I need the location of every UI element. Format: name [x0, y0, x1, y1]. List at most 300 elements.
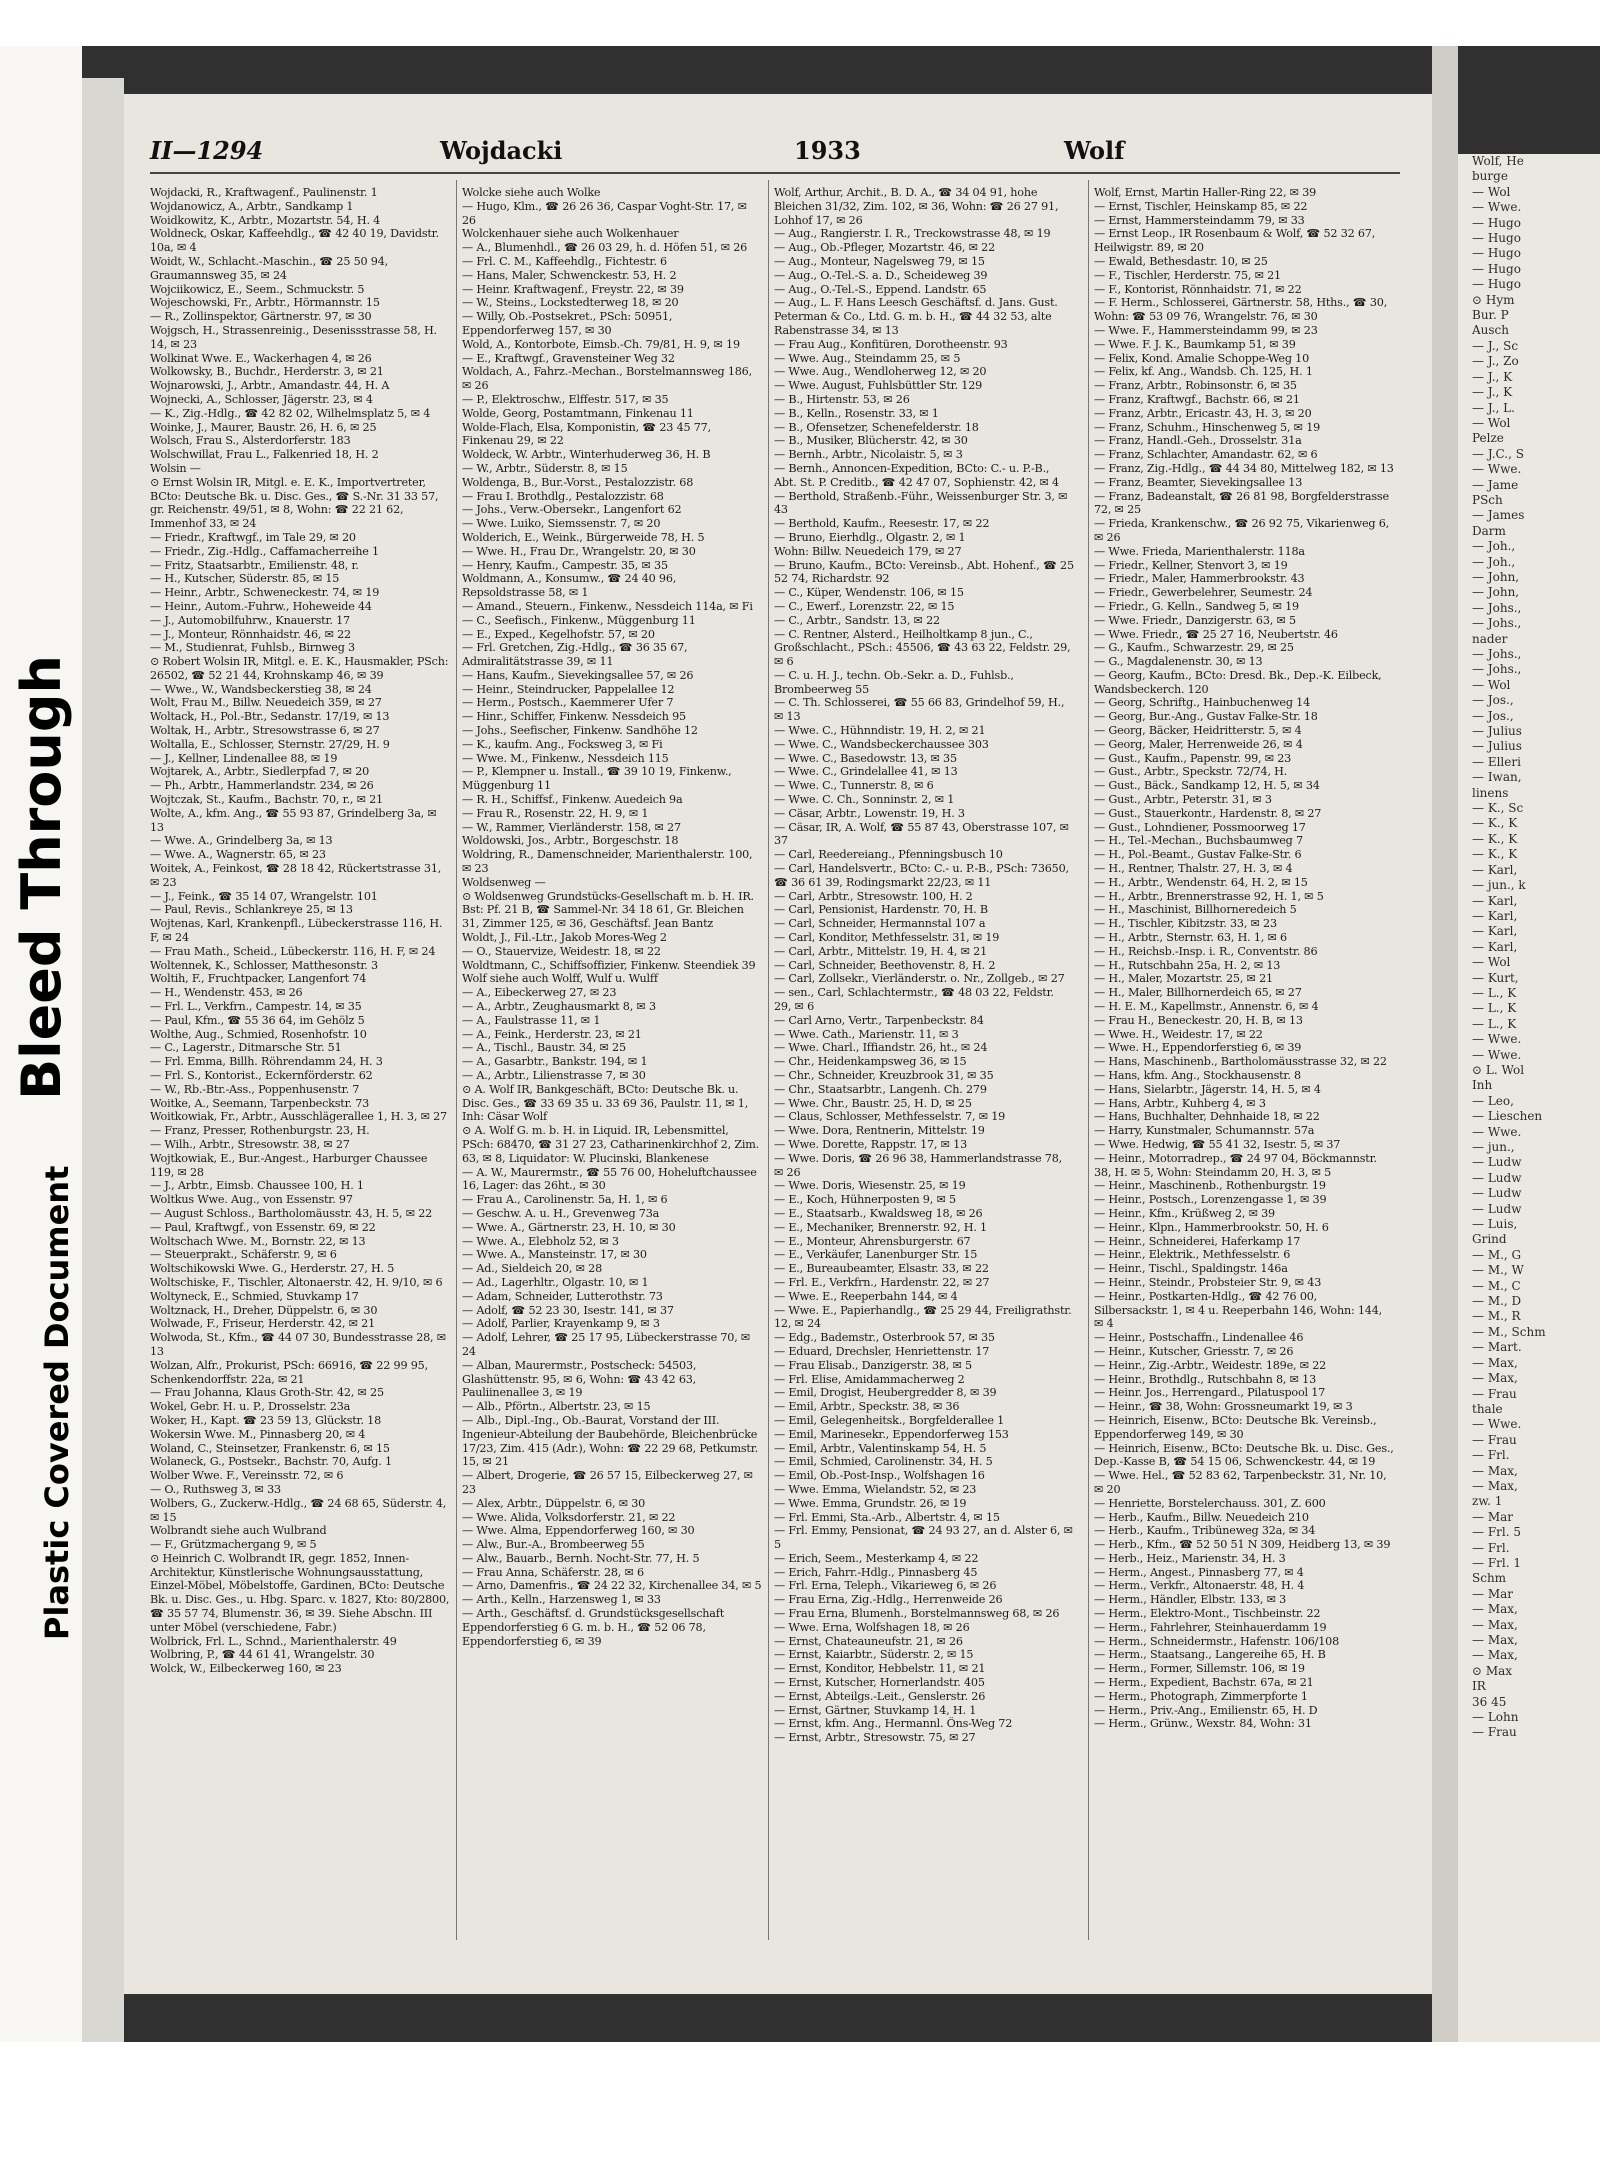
directory-entry: — Ernst, Kaiarbtr., Süderstr. 2, ✉ 15	[774, 1648, 974, 1662]
directory-entry: — A., Arbtr., Zeughausmarkt 8, ✉ 3	[462, 1000, 656, 1014]
directory-entry: — Frl. S., Kontorist., Eckernförderstr. 62	[150, 1069, 373, 1082]
adjacent-page-line: — J., K	[1472, 385, 1513, 400]
directory-entry: Woltack, H., Pol.-Btr., Sedanstr. 17/19, ✉ 13	[150, 710, 390, 724]
directory-entry: Woltak, H., Arbtr., Stresowstrasse 6, ✉ 27	[150, 724, 380, 738]
directory-entry: — Henry, Kaufm., Campestr. 35, ✉ 35	[462, 558, 668, 572]
directory-entry: — E., Monteur, Ahrensburgerstr. 67	[774, 1234, 971, 1248]
directory-entry: — J., Kellner, Lindenallee 88, ✉ 19	[150, 751, 338, 765]
directory-entry: — Wwe. Cath., Marienstr. 11, ✉ 3	[774, 1027, 959, 1041]
directory-entry: — B., Musiker, Blücherstr. 42, ✉ 30	[774, 434, 968, 448]
directory-entry: — Wwe. Friedr., Danzigerstr. 63, ✉ 5	[1094, 613, 1296, 627]
adjacent-page-line: — Karl,	[1472, 862, 1518, 877]
adjacent-page-line: — Frl. 1	[1472, 1555, 1521, 1570]
directory-entry: — Ernst, Chateauneufstr. 21, ✉ 26	[774, 1634, 963, 1648]
directory-entry: — Ernst, Hammersteindamm 79, ✉ 33	[1094, 213, 1305, 227]
directory-entry: Wojciikowicz, E., Seem., Schmuckstr. 5	[150, 282, 365, 296]
directory-entry: Wolf, Ernst, Martin Haller-Ring 22, ✉ 39	[1094, 186, 1317, 199]
directory-entry: — Wwe. A., Mansteinstr. 17, ✉ 30	[462, 1248, 647, 1262]
directory-entry: — F., Grützmachergang 9, ✉ 5	[150, 1538, 317, 1552]
directory-entry: — Hans, Buchhalter, Dehnhaide 18, ✉ 22	[1094, 1110, 1320, 1124]
directory-entry: — Herm., Grünw., Wexstr. 84, Wohn: 31	[1094, 1717, 1312, 1731]
directory-entry: — Wwe. Doris, Wiesenstr. 25, ✉ 19	[774, 1179, 966, 1193]
directory-entry: — Hans, Arbtr., Kuhberg 4, ✉ 3	[1094, 1096, 1266, 1110]
adjacent-page-line: — Julius	[1472, 724, 1522, 739]
adjacent-page-line: — James	[1472, 508, 1525, 523]
adjacent-page-line: — L., K	[1472, 1016, 1517, 1031]
directory-entry: Wolkowsky, B., Buchdr., Herderstr. 3, ✉ 21	[150, 365, 384, 379]
adjacent-page-line: — Max,	[1472, 1463, 1518, 1478]
directory-entry: — Herm., Angest., Pinnasberg 77, ✉ 4	[1094, 1565, 1304, 1579]
directory-entry: — Wwe. Chr., Baustr. 25, H. D, ✉ 25	[774, 1096, 972, 1110]
directory-entry: — Hinr., Schiffer, Finkenw. Nessdeich 95	[462, 710, 686, 724]
directory-entry: — H., Kutscher, Süderstr. 85, ✉ 15	[150, 572, 340, 586]
directory-entry: — Heinr., Brothdlg., Rutschbahn 8, ✉ 13	[1094, 1372, 1316, 1386]
directory-entry: Woltschach Wwe. M., Bornstr. 22, ✉ 13	[150, 1234, 366, 1248]
directory-entry: Wolbers, G., Zuckerw.-Hdlg., ☎ 24 68 65, Süderstr. 4, ✉ 15	[150, 1496, 447, 1524]
adjacent-page-line: ⊙ L. Wol	[1472, 1062, 1525, 1077]
directory-entry: — Ernst, Konditor, Hebbelstr. 11, ✉ 21	[774, 1662, 986, 1676]
directory-entry: — Bernh., Annoncen-Expedition, BCto: C.- u. P.-B., Abt. St. P. Creditb., ☎ 42 47 07, Sophienstr. 42, ✉ 4	[774, 461, 1059, 489]
adjacent-page-line: Darm	[1472, 523, 1506, 538]
adjacent-page-line: ⊙ Max	[1472, 1663, 1513, 1678]
adjacent-page-fragment	[1458, 154, 1600, 2042]
directory-entry: — Erich, Seem., Mesterkamp 4, ✉ 22	[774, 1551, 979, 1565]
directory-entry: — H., Rentner, Thalstr. 27, H. 3, ✉ 4	[1094, 862, 1293, 876]
directory-entry: — Herm., Staatsang., Langereihe 65, H. B	[1094, 1648, 1326, 1662]
adjacent-page-line: — K., K	[1472, 816, 1518, 831]
directory-entry: — Bernh., Arbtr., Nicolaistr. 5, ✉ 3	[774, 448, 963, 462]
directory-entry: — Felix, kf. Ang., Wandsb. Ch. 125, H. 1	[1094, 365, 1313, 379]
adjacent-page-line: Grind	[1472, 1232, 1507, 1247]
plastic-covered-label: Plastic Covered Document	[38, 1165, 76, 1640]
directory-entry: — Hans, kfm. Ang., Stockhausenstr. 8	[1094, 1069, 1301, 1082]
adjacent-page-line: — Wol	[1472, 415, 1511, 430]
adjacent-page-line: — Karl,	[1472, 893, 1518, 908]
directory-entry: — H. E. M., Kapellmstr., Annenstr. 6, ✉ 4	[1094, 1000, 1319, 1014]
directory-entry: — Adam, Schneider, Lutterothstr. 73	[462, 1289, 663, 1303]
adjacent-page-line: — K., K	[1472, 831, 1518, 846]
adjacent-page-line: ⊙ Hym	[1472, 292, 1515, 307]
directory-entry: — C., Lagerstr., Ditmarsche Str. 51	[150, 1041, 342, 1055]
adjacent-page-line: IR	[1472, 1679, 1486, 1694]
adjacent-page-line: — Jos.,	[1472, 693, 1514, 708]
directory-column-2	[462, 186, 762, 1926]
directory-entry: — J., Arbtr., Eimsb. Chaussee 100, H. 1	[150, 1179, 364, 1193]
directory-entry: — Hans, Kaufm., Sievekingsallee 57, ✉ 26	[462, 668, 694, 682]
directory-entry: — Herm., Fahrlehrer, Steinhauerdamm 19	[1094, 1620, 1327, 1634]
directory-entry: — Franz, Zig.-Hdlg., ☎ 44 34 80, Mittelweg 182, ✉ 13	[1094, 461, 1394, 475]
adjacent-page-line: — Ludw	[1472, 1201, 1522, 1216]
adjacent-page-line: 36 45	[1472, 1694, 1507, 1709]
directory-entry: — Franz, Beamter, Sievekingsallee 13	[1094, 475, 1303, 489]
directory-entry: — H., Arbtr., Brennerstrasse 92, H. 1, ✉ 5	[1094, 889, 1324, 903]
directory-entry: — Ph., Arbtr., Hammerlandstr. 234, ✉ 26	[150, 779, 374, 793]
adjacent-page-line: — Luis,	[1472, 1217, 1518, 1232]
adjacent-page-line: — Joh.,	[1472, 554, 1516, 569]
directory-entry: Woidt, W., Schlacht.-Maschin., ☎ 25 50 94, Graumannsweg 35, ✉ 24	[150, 254, 388, 282]
directory-entry: — Emil, Gelegenheitsk., Borgfelderallee 1	[774, 1413, 1005, 1427]
directory-entry: — Wwe. August, Fuhlsbüttler Str. 129	[774, 379, 983, 393]
directory-entry: — Fritz, Staatsarbtr., Emilienstr. 48, r.	[150, 558, 359, 572]
directory-entry: Woldneck, Oskar, Kaffeehdlg., ☎ 42 40 19, Davidstr. 10a, ✉ 4	[150, 227, 439, 255]
directory-entry: — Alb., Pförtn., Albertstr. 23, ✉ 15	[462, 1400, 651, 1414]
directory-entry: Wolt, Frau M., Billw. Neuedeich 359, ✉ 27	[150, 696, 382, 710]
directory-entry: — Carl Arno, Vertr., Tarpenbeckstr. 84	[774, 1013, 984, 1027]
adjacent-page-line: — Frau	[1472, 1725, 1517, 1740]
directory-entry: — Ernst, Arbtr., Stresowstr. 75, ✉ 27	[774, 1731, 976, 1745]
directory-entry: — Bruno, Kaufm., BCto: Vereinsb., Abt. Hohenf., ☎ 25 52 74, Richardstr. 92	[774, 558, 1074, 586]
adjacent-page-line: — Max,	[1472, 1602, 1518, 1617]
adjacent-page-line: — Ludw	[1472, 1170, 1522, 1185]
adjacent-page-line: — Hugo	[1472, 231, 1521, 246]
directory-entry: — Heinr., Elektrik., Methfesselstr. 6	[1094, 1248, 1291, 1262]
directory-entry: Wojgsch, H., Strassenreinig., Desenissstrasse 58, H. 14, ✉ 23	[150, 323, 437, 351]
directory-entry: Wolwoda, St., Kfm., ☎ 44 07 30, Bundesstrasse 28, ✉ 13	[150, 1331, 446, 1358]
adjacent-page-line: — Johs.,	[1472, 600, 1522, 615]
adjacent-page-line: — Julius	[1472, 739, 1522, 754]
directory-entry: — Georg, Schriftg., Hainbuchenweg 14	[1094, 696, 1311, 710]
directory-entry: — Franz, Schuhm., Hinschenweg 5, ✉ 19	[1094, 420, 1321, 434]
directory-entry: — W., Steins., Lockstedterweg 18, ✉ 20	[462, 296, 679, 310]
directory-entry: — A., Gasarbtr., Bankstr. 194, ✉ 1	[462, 1055, 648, 1069]
directory-entry: Wolcke siehe auch Wolke	[462, 186, 601, 199]
column-divider	[456, 180, 457, 1940]
directory-entry: — Friedr., Zig.-Hdlg., Caffamacherreihe 1	[150, 544, 379, 558]
directory-entry: — E., Bureaubeamter, Elsastr. 33, ✉ 22	[774, 1262, 989, 1276]
directory-entry: — H., Tel.-Mechan., Buchsbaumweg 7	[1094, 834, 1303, 848]
adjacent-page-line: — Max,	[1472, 1371, 1518, 1386]
directory-entry: — E., Verkäufer, Lanenburger Str. 15	[774, 1248, 978, 1262]
adjacent-page-line: — Max,	[1472, 1633, 1518, 1647]
directory-entry: Woidkowitz, K., Arbtr., Mozartstr. 54, H. 4	[150, 213, 381, 227]
adjacent-page-line: — J., Sc	[1472, 338, 1519, 353]
directory-entry: — Arth., Kelln., Harzensweg 1, ✉ 33	[462, 1593, 661, 1607]
directory-entry: — F. Herm., Schlosserei, Gärtnerstr. 58, Hths., ☎ 30, Wohn: ☎ 53 09 76, Wrangelstr. 76, ✉ 30	[1094, 296, 1388, 324]
adjacent-page-line: Ausch	[1472, 323, 1510, 338]
directory-entry: — Frl. Emmi, Sta.-Arb., Albertstr. 4, ✉ 15	[774, 1510, 1000, 1524]
adjacent-page-line: Inh	[1472, 1078, 1493, 1093]
directory-entry: — Herm., Priv.-Ang., Emilienstr. 65, H. D	[1094, 1703, 1318, 1717]
directory-entry: — Wwe. F. J. K., Baumkamp 51, ✉ 39	[1094, 337, 1296, 351]
directory-entry: — Wwe. Charl., Iffiandstr. 26, ht., ✉ 24	[774, 1041, 988, 1055]
adjacent-page-line: — J.C., S	[1472, 446, 1524, 461]
adjacent-page-line: — Kurt,	[1472, 970, 1519, 985]
directory-entry: — Herm., Former, Sillemstr. 106, ✉ 19	[1094, 1662, 1305, 1676]
directory-entry: — C. u. H. J., techn. Ob.-Sekr. a. D., Fuhlsb., Brombeerweg 55	[774, 668, 1014, 696]
directory-entry: — H., Reichsb.-Insp. i. R., Conventstr. 86	[1094, 944, 1318, 958]
directory-entry: Woitek, A., Feinkost, ☎ 28 18 42, Rückertstrasse 31, ✉ 23	[150, 862, 442, 889]
adjacent-page-line: — Lieschen	[1472, 1109, 1543, 1124]
adjacent-page-line: — Leo,	[1472, 1093, 1514, 1108]
directory-entry: — Wwe. C., Wandsbeckerchaussee 303	[774, 737, 989, 751]
adjacent-page-line: — jun.,	[1472, 1140, 1515, 1154]
adjacent-page-line: — Karl,	[1472, 939, 1518, 954]
directory-entry: — Herm., Händler, Elbstr. 133, ✉ 3	[1094, 1593, 1287, 1607]
directory-entry: Wojnarowski, J., Arbtr., Amandastr. 44, H. A	[150, 379, 390, 393]
directory-entry: Woldenga, B., Bur.-Vorst., Pestalozzistr. 68	[462, 475, 694, 489]
adjacent-page-line: — Ludw	[1472, 1186, 1522, 1201]
directory-entry: — Emil, Arbtr., Speckstr. 38, ✉ 36	[774, 1400, 960, 1414]
directory-entry: — Ernst, Tischler, Heinskamp 85, ✉ 22	[1094, 199, 1308, 213]
page-header	[150, 136, 1400, 170]
directory-entry: — Hans, Sielarbtr., Jägerstr. 14, H. 5, ✉ 4	[1094, 1082, 1321, 1096]
directory-entry: — Heinr., Postkarten-Hdlg., ☎ 42 76 00, Silbersackstr. 1, ✉ 4 u. Reeperbahn 146, Wohn: 144, ✉ 4	[1094, 1289, 1383, 1331]
directory-entry: — O., Stauervize, Weidestr. 18, ✉ 22	[462, 944, 661, 958]
adjacent-page-line: — Mart.	[1472, 1340, 1522, 1355]
adjacent-page-line: Bur. P	[1472, 308, 1509, 323]
adjacent-page-line: — Jos.,	[1472, 708, 1514, 723]
adjacent-page-line: — Wwe.	[1472, 1417, 1522, 1432]
adjacent-page-line: — Iwan,	[1472, 770, 1522, 785]
directory-entry: — W., Rammer, Vierländerstr. 158, ✉ 27	[462, 820, 681, 834]
directory-entry: Woldeck, W. Arbtr., Winterhuderweg 36, H. B	[462, 448, 711, 462]
directory-entry: — Frau Elisab., Danzigerstr. 38, ✉ 5	[774, 1358, 972, 1372]
adjacent-page-line: — J., L.	[1472, 400, 1515, 415]
adjacent-page-line: — Hugo	[1472, 215, 1521, 230]
directory-entry: — B., Kelln., Rosenstr. 33, ✉ 1	[774, 406, 939, 420]
directory-entry: Wolte, A., kfm. Ang., ☎ 55 93 87, Grindelberg 3a, ✉ 13	[150, 806, 437, 834]
adjacent-page-line: — Max,	[1472, 1617, 1518, 1632]
directory-entry: — Gust., Bäck., Sandkamp 12, H. 5, ✉ 34	[1094, 779, 1320, 793]
adjacent-page-line: — M., W	[1472, 1263, 1524, 1278]
directory-entry: — C., Ewerf., Lorenzstr. 22, ✉ 15	[774, 599, 955, 613]
directory-entry: — Heinr., Motorradrep., ☎ 24 97 04, Böckmannstr. 38, H. ✉ 5, Wohn: Steindamm 20, H. 3, ✉ 5	[1094, 1151, 1377, 1179]
directory-entry: — A., Faulstrasse 11, ✉ 1	[462, 1013, 601, 1027]
directory-entry: — Herm., Photograph, Zimmerpforte 1	[1094, 1689, 1308, 1703]
directory-entry: — Heinr., Arbtr., Schweneckestr. 74, ✉ 19	[150, 586, 380, 600]
directory-entry: Woldmann, A., Konsumw., ☎ 24 40 96, Repsoldstrasse 58, ✉ 1	[462, 572, 677, 600]
directory-entry: — Heinr., Maschinenb., Rothenburgstr. 19	[1094, 1179, 1326, 1193]
directory-entry: — A., Feink., Herderstr. 23, ✉ 21	[462, 1027, 642, 1041]
directory-entry: — Hugo, Klm., ☎ 26 26 36, Caspar Voght-Str. 17, ✉ 26	[462, 199, 747, 227]
adjacent-page-line: — Karl,	[1472, 908, 1518, 923]
directory-entry: — Aug., Monteur, Nagelsweg 79, ✉ 15	[774, 254, 985, 268]
directory-entry: Wolbrick, Frl. L., Schnd., Marienthalerstr. 49	[150, 1634, 397, 1648]
adjacent-page-line: — Max,	[1472, 1355, 1518, 1370]
directory-entry: Woltschikowski Wwe. G., Herderstr. 27, H. 5	[150, 1262, 395, 1276]
adjacent-page-line: Pelze	[1472, 431, 1504, 446]
adjacent-page-line: — Hugo	[1472, 261, 1521, 276]
directory-entry: — C. Rentner, Alsterd., Heilholtkamp 8 jun., C., Großschlacht., PSch.: 45506, ☎ 43 63 22, Feldstr. 29, ✉ 6	[774, 627, 1071, 669]
directory-entry: — E., Mechaniker, Brennerstr. 92, H. 1	[774, 1220, 987, 1234]
directory-entry: — K., Zig.-Hdlg., ☎ 42 82 02, Wilhelmsplatz 5, ✉ 4	[150, 406, 431, 420]
directory-entry: Wohn: Billw. Neuedeich 179, ✉ 27	[774, 544, 962, 558]
directory-entry: — Aug., L. F. Hans Leesch Geschäftsf. d. Jans. Gust. Peterman & Co., Ltd. G. m. b. H., ☎ 44 32 53, alte Rabenstrasse 34, ✉ 13	[774, 296, 1058, 337]
directory-entry: — M., Studienrat, Fuhlsb., Birnweg 3	[150, 641, 355, 655]
directory-entry: — Adolf, ☎ 52 23 30, Isestr. 141, ✉ 37	[462, 1303, 674, 1317]
directory-entry: — Ad., Lagerhltr., Olgastr. 10, ✉ 1	[462, 1275, 649, 1289]
directory-entry: — Ernst, Abteilgs.-Leit., Genslerstr. 26	[774, 1689, 986, 1703]
directory-entry: — B., Ofensetzer, Schenefelderstr. 18	[774, 420, 979, 434]
directory-entry: — Erich, Fahrr.-Hdlg., Pinnasberg 45	[774, 1565, 978, 1579]
directory-entry: — sen., Carl, Schlachtermstr., ☎ 48 03 22, Feldstr. 29, ✉ 6	[774, 986, 1054, 1014]
directory-entry: — Gust., Arbtr., Peterstr. 31, ✉ 3	[1094, 793, 1272, 807]
directory-entry: — Wilh., Arbtr., Stresowstr. 38, ✉ 27	[150, 1137, 350, 1151]
directory-entry: — Heinr., Steindr., Probsteier Str. 9, ✉ 43	[1094, 1275, 1322, 1289]
directory-entry: — Heinr., Steindrucker, Pappelallee 12	[462, 682, 675, 696]
directory-entry: — Wwe. C., Grindelallee 41, ✉ 13	[774, 765, 958, 779]
adjacent-page-line: — Wol	[1472, 677, 1511, 692]
directory-entry: — Carl, Pensionist, Hardenstr. 70, H. B	[774, 903, 988, 917]
directory-entry: — Herm., Expedient, Bachstr. 67a, ✉ 21	[1094, 1676, 1314, 1690]
adjacent-page-line: — Johs.,	[1472, 647, 1522, 661]
directory-entry: Wokersin Wwe. M., Pinnasberg 20, ✉ 4	[150, 1427, 366, 1441]
directory-entry: — G., Kaufm., Schwarzestr. 29, ✉ 25	[1094, 641, 1294, 655]
directory-entry: Woltalla, E., Schlosser, Sternstr. 27/29, H. 9	[150, 737, 390, 751]
directory-entry: Woltznack, H., Dreher, Düppelstr. 6, ✉ 30	[150, 1303, 378, 1317]
adjacent-page-line: — L., K	[1472, 985, 1517, 1000]
directory-entry: — Wwe. H., Frau Dr., Wrangelstr. 20, ✉ 30	[462, 544, 696, 558]
directory-entry: — Johs., Seefischer, Finkenw. Sandhöhe 12	[462, 724, 698, 738]
year-heading: 1933	[794, 136, 861, 165]
directory-entry: — Wwe. Friedr., ☎ 25 27 16, Neubertstr. 46	[1094, 627, 1338, 641]
directory-entry: — Frieda, Krankenschw., ☎ 26 92 75, Vikarienweg 6, ✉ 26	[1094, 517, 1389, 544]
directory-entry: — Alw., Bauarb., Bernh. Nocht-Str. 77, H. 5	[462, 1551, 700, 1565]
directory-entry: Woltkus Wwe. Aug., von Essenstr. 97	[150, 1193, 353, 1207]
column-divider	[768, 180, 769, 1940]
directory-entry: — Wwe. C., Tunnerstr. 8, ✉ 6	[774, 779, 934, 793]
directory-entry: — Carl, Schneider, Hermannstal 107 a	[774, 917, 986, 931]
directory-entry: — Ernst, kfm. Ang., Hermannl. Öns-Weg 72	[774, 1717, 1013, 1731]
adjacent-page-line: — Wwe.	[1472, 1047, 1522, 1062]
directory-entry: — J., Automobilfuhrw., Knauerstr. 17	[150, 613, 350, 627]
directory-entry: — Frl. Emma, Billh. Röhrendamm 24, H. 3	[150, 1055, 383, 1069]
directory-entry: — Wwe. A., Gärtnerstr. 23, H. 10, ✉ 30	[462, 1220, 676, 1234]
adjacent-page-line: nader	[1472, 631, 1508, 646]
adjacent-page-line: — Johs.,	[1472, 616, 1522, 631]
directory-entry: — Wwe. Aug., Steindamm 25, ✉ 5	[774, 351, 961, 365]
directory-entry: Woltih, F., Fruchtpacker, Langenfort 74	[150, 972, 367, 986]
directory-entry: — Arno, Damenfris., ☎ 24 22 32, Kirchenallee 34, ✉ 5	[462, 1579, 762, 1593]
directory-entry: Wojeschowski, Fr., Arbtr., Hörmannstr. 15	[150, 296, 380, 310]
directory-entry: — Frau Math., Scheid., Lübeckerstr. 116, H. F, ✉ 24	[150, 944, 436, 958]
directory-entry: — Henriette, Borstelerchauss. 301, Z. 600	[1094, 1496, 1326, 1510]
directory-entry: — Wwe. Dorette, Rappstr. 17, ✉ 13	[774, 1137, 968, 1151]
directory-entry: — Claus, Schlosser, Methfesselstr. 7, ✉ 19	[774, 1110, 1006, 1124]
directory-entry: ⊙ Ernst Wolsin IR, Mitgl. e. E. K., Importvertreter, BCto: Deutsche Bk. u. Disc. Ges., ☎ S.-Nr. 31 33 57, gr. Reichenstr. 49/51, ✉ 8, Wohn: ☎ 22 21 62, Immenhof 33, ✉ 24	[150, 475, 439, 531]
directory-entry: — Edg., Bademstr., Osterbrook 57, ✉ 35	[774, 1331, 995, 1345]
directory-entry: Wolzan, Alfr., Prokurist, PSch: 66916, ☎ 22 99 95, Schenkendorffstr. 22a, ✉ 21	[150, 1358, 428, 1386]
adjacent-page-line: — Joh.,	[1472, 539, 1516, 554]
adjacent-page-line: — Mar	[1472, 1509, 1513, 1524]
directory-entry: — Wwe. Hel., ☎ 52 83 62, Tarpenbeckstr. 31, Nr. 10, ✉ 20	[1094, 1469, 1387, 1496]
directory-entry: — Franz, Badeanstalt, ☎ 26 81 98, Borgfelderstrasse 72, ✉ 25	[1094, 489, 1389, 517]
directory-entry: — Emil, Marinesekr., Eppendorferweg 153	[774, 1427, 1009, 1441]
directory-entry: Wolsch, Frau S., Alsterdorferstr. 183	[150, 434, 351, 448]
directory-entry: — Wwe. M., Finkenw., Nessdeich 115	[462, 751, 669, 765]
directory-entry: — Gust., Stauerkontr., Hardenstr. 8, ✉ 27	[1094, 806, 1322, 820]
directory-entry: Wold, A., Kontorbote, Eimsb.-Ch. 79/81, H. 9, ✉ 19	[462, 337, 740, 351]
directory-entry: — A., Eibeckerweg 27, ✉ 23	[462, 986, 617, 1000]
directory-entry: Wolf, Arthur, Archit., B. D. A., ☎ 34 04 91, hohe Bleichen 31/32, Zim. 102, ✉ 36, Wohn: ☎ 26 27 91, Lohhof 17, ✉ 26	[774, 186, 1059, 227]
adjacent-page-line: linens	[1472, 785, 1509, 800]
directory-entry: — Wwe. Aug., Wendloherweg 12, ✉ 20	[774, 365, 987, 379]
directory-entry: — Aug., O.-Tel.-S., Eppend. Landstr. 65	[774, 282, 987, 296]
directory-entry: — Alex, Arbtr., Düppelstr. 6, ✉ 30	[462, 1496, 646, 1510]
directory-entry: — Georg, Bäcker, Heidritterstr. 5, ✉ 4	[1094, 724, 1302, 738]
directory-entry: — Chr., Staatsarbtr., Langenh. Ch. 279	[774, 1082, 987, 1096]
directory-entry: — Frau Anna, Schäferstr. 28, ✉ 6	[462, 1565, 644, 1579]
directory-entry: — Heinr., Zig.-Arbtr., Weidestr. 189e, ✉ 22	[1094, 1358, 1327, 1372]
directory-entry: — Frau R., Rosenstr. 22, H. 9, ✉ 1	[462, 806, 649, 820]
directory-entry: — Berthold, Kaufm., Reesestr. 17, ✉ 22	[774, 517, 990, 531]
directory-entry: — H., Maschinist, Billhorneredeich 5	[1094, 903, 1297, 917]
directory-entry: — Heinr., ☎ 38, Wohn: Grossneumarkt 19, ✉ 3	[1094, 1400, 1353, 1414]
directory-entry: Woitkowiak, Fr., Arbtr., Ausschlägerallee 1, H. 3, ✉ 27	[150, 1110, 447, 1124]
adjacent-page-line: — K., Sc	[1472, 801, 1524, 816]
directory-entry: — Franz, Arbtr., Robinsonstr. 6, ✉ 35	[1094, 379, 1297, 393]
directory-entry: — Heinr., Postschaffn., Lindenallee 46	[1094, 1331, 1304, 1345]
adjacent-page-line: thale	[1472, 1401, 1503, 1416]
directory-entry: Wolwade, F., Friseur, Herderstr. 42, ✉ 21	[150, 1317, 376, 1331]
directory-entry: Woldtmann, C., Schiffsoffizier, Finkenw. Steendiek 39	[462, 958, 756, 972]
directory-entry: — Friedr., Kraftwgf., im Tale 29, ✉ 20	[150, 530, 356, 544]
directory-entry: — Arth., Geschäftsf. d. Grundstücksgesellschaft Eppendorferstieg 6 G. m. b. H., ☎ 52 06 78, Eppendorferstieg 6, ✉ 39	[462, 1607, 724, 1648]
directory-entry: — Frau Aug., Konfitüren, Dorotheenstr. 93	[774, 337, 1008, 351]
directory-entry: — Wwe. Dora, Rentnerin, Mittelstr. 19	[774, 1124, 985, 1138]
directory-entry: — C. Th. Schlosserei, ☎ 55 66 83, Grindelhof 59, H., ✉ 13	[774, 696, 1065, 724]
directory-entry: — Friedr., G. Kelln., Sandweg 5, ✉ 19	[1094, 599, 1299, 613]
adjacent-page-line: — Frl. 5	[1472, 1525, 1521, 1540]
directory-entry: — Paul, Kraftwgf., von Essenstr. 69, ✉ 22	[150, 1220, 376, 1234]
directory-entry: — Heinrich, Eisenw., BCto: Deutsche Bk. u. Disc. Ges., Dep.-Kasse B, ☎ 54 15 06, Schwenckestr. 44, ✉ 19	[1094, 1441, 1394, 1469]
directory-entry: — Emil, Arbtr., Valentinskamp 54, H. 5	[774, 1441, 987, 1455]
adjacent-page-line: Wolf, He	[1472, 154, 1524, 168]
directory-entry: — Wwe. Alma, Eppendorferweg 160, ✉ 30	[462, 1524, 695, 1538]
directory-column-1	[150, 186, 450, 1926]
directory-entry: — Carl, Zollsekr., Vierländerstr. o. Nr., Zollgeb., ✉ 27	[774, 972, 1065, 986]
directory-entry: — Friedr., Maler, Hammerbrookstr. 43	[1094, 572, 1305, 586]
directory-entry: — Carl, Konditor, Methfesselstr. 31, ✉ 19	[774, 931, 1000, 945]
directory-entry: — Wwe. Frieda, Marienthalerstr. 118a	[1094, 544, 1305, 558]
directory-entry: — Heinr., Schneiderei, Haferkamp 17	[1094, 1234, 1301, 1248]
directory-entry: — E., Exped., Kegelhofstr. 57, ✉ 20	[462, 627, 655, 641]
directory-entry: — Hans, Maler, Schwenckestr. 53, H. 2	[462, 268, 677, 282]
directory-entry: — Heinr. Jos., Herrengard., Pilatuspool 17	[1094, 1386, 1326, 1400]
adjacent-page-line: — Ludw	[1472, 1155, 1522, 1170]
directory-entry: — Ewald, Bethesdastr. 10, ✉ 25	[1094, 254, 1268, 268]
directory-entry: — Frau A., Carolinenstr. 5a, H. 1, ✉ 6	[462, 1193, 668, 1207]
adjacent-page-line: — M., Schm	[1472, 1324, 1546, 1339]
directory-entry: — Wwe. E., Reeperbahn 144, ✉ 4	[774, 1289, 958, 1303]
directory-entry: — Frl. E., Verkfrn., Hardenstr. 22, ✉ 27	[774, 1275, 990, 1289]
directory-entry: Wojtarek, A., Arbtr., Siedlerpfad 7, ✉ 20	[150, 765, 370, 779]
directory-entry: — Franz, Arbtr., Ericastr. 43, H. 3, ✉ 20	[1094, 406, 1312, 420]
directory-entry: — Heinr., Kutscher, Griesstr. 7, ✉ 26	[1094, 1344, 1294, 1358]
directory-entry: — Frau H., Beneckestr. 20, H. B, ✉ 13	[1094, 1013, 1303, 1027]
directory-entry: — Heinr., Kfm., Krüßweg 2, ✉ 39	[1094, 1206, 1275, 1220]
left-catchword: Wojdacki	[440, 136, 563, 165]
directory-entry: — Georg, Maler, Herrenweide 26, ✉ 4	[1094, 737, 1303, 751]
adjacent-page-line: — Wwe.	[1472, 1032, 1522, 1047]
directory-entry: — Franz, Presser, Rothenburgstr. 23, H.	[150, 1124, 370, 1138]
directory-entry: — Adolf, Parlier, Krayenkamp 9, ✉ 3	[462, 1317, 660, 1331]
directory-entry: — Frau Johanna, Klaus Groth-Str. 42, ✉ 25	[150, 1386, 384, 1400]
adjacent-page-line: — Frl.	[1472, 1448, 1510, 1463]
directory-entry: — Wwe. E., Papierhandlg., ☎ 25 29 44, Freiligrathstr. 12, ✉ 24	[774, 1303, 1072, 1331]
directory-entry: — Cäsar, Arbtr., Lowenstr. 19, H. 3	[774, 806, 965, 820]
directory-entry: Wokel, Gebr. H. u. P., Drosselstr. 23a	[150, 1400, 351, 1414]
directory-entry: — Gust., Arbtr., Speckstr. 72/74, H.	[1094, 765, 1288, 779]
adjacent-page-line: — Wwe.	[1472, 200, 1522, 215]
directory-entry: — H., Arbtr., Wendenstr. 64, H. 2, ✉ 15	[1094, 875, 1308, 889]
adjacent-page-line: — K., K	[1472, 847, 1518, 862]
directory-entry: Woker, H., Kapt. ☎ 23 59 13, Glückstr. 18	[150, 1413, 382, 1427]
directory-entry: — Franz, Schlachter, Amandastr. 62, ✉ 6	[1094, 448, 1318, 462]
directory-entry: Woitke, A., Seemann, Tarpenbeckstr. 73	[150, 1096, 370, 1110]
adjacent-page-line: burge	[1472, 169, 1508, 184]
directory-entry: — Emil, Ob.-Post-Insp., Wolfshagen 16	[774, 1469, 985, 1483]
